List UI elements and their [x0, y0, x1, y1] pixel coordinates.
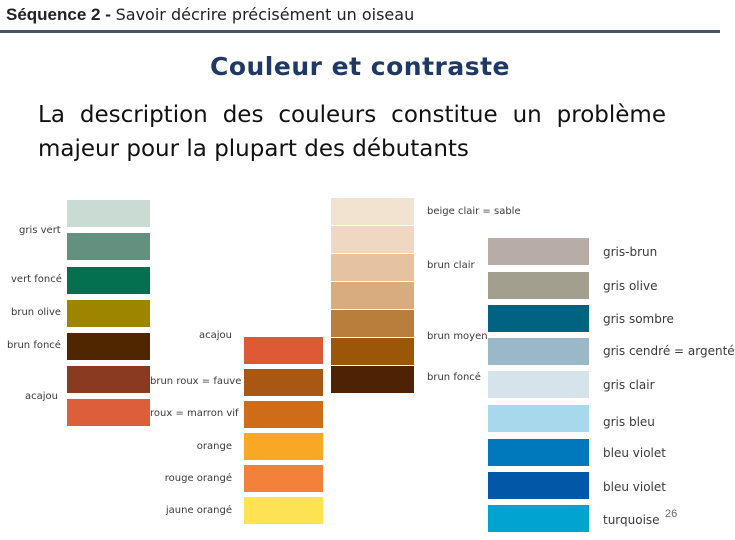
color-label: brun olive — [11, 307, 62, 318]
color-label: vert foncé — [11, 274, 62, 285]
color-label: gris olive — [603, 279, 658, 293]
color-swatch — [67, 399, 150, 426]
color-label: orange — [196, 441, 232, 452]
color-label: turquoise — [603, 513, 660, 527]
color-label: bleu violet — [603, 480, 666, 494]
color-label: brun roux = fauve — [150, 376, 242, 387]
color-swatch — [244, 433, 323, 460]
color-label: jaune orangé — [165, 505, 232, 516]
color-label: rouge orangé — [164, 473, 232, 484]
color-swatch — [244, 337, 323, 364]
page-number: 26 — [665, 508, 678, 520]
color-swatch — [67, 333, 150, 360]
color-label: gris vert — [19, 225, 61, 236]
color-swatch — [488, 505, 589, 532]
color-swatch — [331, 282, 414, 309]
color-swatch — [488, 272, 589, 299]
header-separator: - — [100, 5, 116, 24]
color-swatch — [67, 366, 150, 393]
header-text — [6, 5, 414, 25]
color-label: gris-brun — [603, 245, 658, 259]
color-swatch — [488, 305, 589, 332]
color-swatch — [244, 497, 323, 524]
color-swatch — [331, 254, 414, 281]
color-label: gris clair — [603, 378, 655, 392]
color-swatch — [244, 465, 323, 492]
color-label: gris bleu — [603, 415, 655, 429]
color-swatch — [244, 401, 323, 428]
color-label: brun foncé — [7, 340, 61, 351]
color-label: gris sombre — [603, 312, 674, 326]
color-swatch — [488, 371, 589, 398]
color-label: beige clair = sable — [427, 206, 521, 217]
slide-title: Couleur et contraste — [209, 52, 510, 81]
color-swatch — [331, 310, 414, 337]
color-swatch — [331, 338, 414, 365]
header-subtitle: Savoir décrire précisément un oiseau — [115, 5, 415, 24]
color-swatch — [67, 233, 150, 260]
color-swatch — [67, 300, 150, 327]
color-swatch — [488, 238, 589, 265]
color-swatch — [331, 226, 414, 253]
color-label: acajou — [199, 330, 232, 341]
color-swatch — [244, 369, 323, 396]
color-label: brun moyen — [427, 331, 488, 342]
color-swatch — [488, 439, 589, 466]
color-label: acajou — [25, 391, 58, 402]
slide-body-text: La description des couleurs constitue un problème majeur pour la plupart des débutants — [38, 102, 666, 162]
color-label: brun clair — [427, 260, 475, 271]
color-swatch — [488, 338, 589, 365]
slide-header — [0, 0, 720, 33]
color-label: roux = marron vif — [150, 408, 239, 419]
color-swatch — [488, 472, 589, 499]
color-label: bleu violet — [603, 446, 666, 460]
color-label: brun foncé — [427, 372, 481, 383]
color-label: gris cendré = argenté — [603, 344, 735, 358]
color-swatch — [331, 366, 414, 393]
color-swatch — [488, 405, 589, 432]
color-swatch — [331, 198, 414, 225]
sequence-label: Séquence 2 — [6, 5, 101, 24]
color-swatch — [67, 267, 150, 294]
color-swatch — [67, 200, 150, 227]
